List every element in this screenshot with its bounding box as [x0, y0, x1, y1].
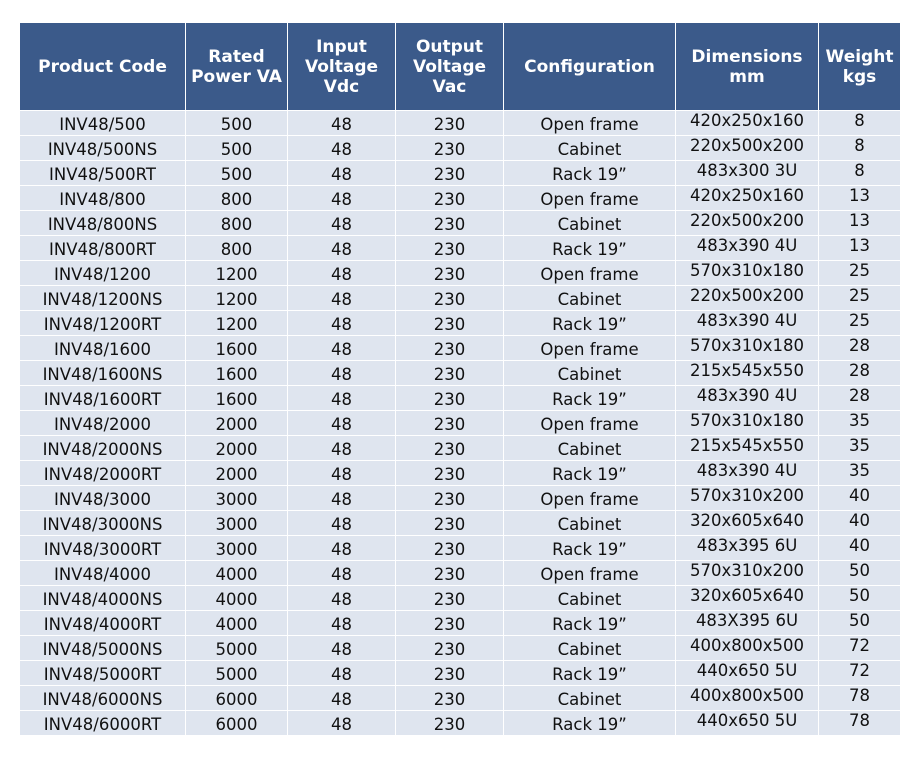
output-voltage-cell: 230 — [396, 186, 504, 211]
dimensions-cell: 320x605x640 — [676, 586, 819, 611]
spec-table — [19, 22, 900, 736]
weight-cell: 8 — [819, 161, 900, 186]
rated-power-cell: 800 — [186, 211, 288, 236]
table-row — [20, 411, 900, 436]
dimensions-cell: 483x390 4U — [676, 236, 819, 261]
output-voltage-cell: 230 — [396, 236, 504, 261]
table-row — [20, 386, 900, 411]
dimensions-cell: 440x650 5U — [676, 711, 819, 736]
input-voltage-cell: 48 — [288, 436, 396, 461]
input-voltage-cell: 48 — [288, 186, 396, 211]
rated-power-cell: 500 — [186, 161, 288, 186]
dimensions-cell: 483x390 4U — [676, 386, 819, 411]
input-voltage-cell: 48 — [288, 711, 396, 736]
dimensions-cell: 570x310x180 — [676, 261, 819, 286]
table-row — [20, 336, 900, 361]
product-code-cell: INV48/800 — [20, 186, 186, 211]
weight-cell: 13 — [819, 186, 900, 211]
table-row — [20, 236, 900, 261]
dimensions-cell: 220x500x200 — [676, 286, 819, 311]
weight-cell: 8 — [819, 136, 900, 161]
rated-power-cell: 1200 — [186, 311, 288, 336]
dimensions-cell: 483x390 4U — [676, 461, 819, 486]
input-voltage-cell: 48 — [288, 586, 396, 611]
table-row — [20, 286, 900, 311]
weight-cell: 50 — [819, 611, 900, 636]
output-voltage-cell: 230 — [396, 636, 504, 661]
table-row — [20, 211, 900, 236]
rated-power-cell: 500 — [186, 136, 288, 161]
table-row — [20, 311, 900, 336]
input-voltage-cell: 48 — [288, 236, 396, 261]
product-code-cell: INV48/2000NS — [20, 436, 186, 461]
rated-power-cell: 2000 — [186, 461, 288, 486]
configuration-cell: Cabinet — [504, 211, 676, 236]
configuration-cell: Cabinet — [504, 511, 676, 536]
dimensions-cell: 570x310x180 — [676, 411, 819, 436]
weight-cell: 72 — [819, 661, 900, 686]
weight-cell: 35 — [819, 411, 900, 436]
dimensions-cell: 420x250x160 — [676, 186, 819, 211]
product-code-cell: INV48/500NS — [20, 136, 186, 161]
configuration-cell: Open frame — [504, 336, 676, 361]
rated-power-cell: 800 — [186, 186, 288, 211]
output-voltage-cell: 230 — [396, 611, 504, 636]
input-voltage-cell: 48 — [288, 386, 396, 411]
configuration-cell: Rack 19” — [504, 711, 676, 736]
dimensions-cell: 570x310x200 — [676, 561, 819, 586]
weight-cell: 28 — [819, 336, 900, 361]
output-voltage-cell: 230 — [396, 561, 504, 586]
weight-cell: 50 — [819, 561, 900, 586]
rated-power-cell: 5000 — [186, 636, 288, 661]
dimensions-cell: 215x545x550 — [676, 361, 819, 386]
dimensions-cell: 420x250x160 — [676, 111, 819, 136]
table-row — [20, 711, 900, 736]
product-code-cell: INV48/2000RT — [20, 461, 186, 486]
weight-cell: 40 — [819, 511, 900, 536]
configuration-cell: Cabinet — [504, 586, 676, 611]
input-voltage-cell: 48 — [288, 336, 396, 361]
header-product-code: Product Code — [20, 23, 186, 111]
output-voltage-cell: 230 — [396, 661, 504, 686]
output-voltage-cell: 230 — [396, 311, 504, 336]
header-row — [20, 23, 900, 111]
configuration-cell: Open frame — [504, 486, 676, 511]
input-voltage-cell: 48 — [288, 561, 396, 586]
input-voltage-cell: 48 — [288, 311, 396, 336]
product-code-cell: INV48/800NS — [20, 211, 186, 236]
output-voltage-cell: 230 — [396, 386, 504, 411]
configuration-cell: Rack 19” — [504, 386, 676, 411]
product-code-cell: INV48/3000RT — [20, 536, 186, 561]
product-code-cell: INV48/4000 — [20, 561, 186, 586]
input-voltage-cell: 48 — [288, 286, 396, 311]
dimensions-cell: 220x500x200 — [676, 211, 819, 236]
configuration-cell: Cabinet — [504, 436, 676, 461]
weight-cell: 13 — [819, 236, 900, 261]
table-row — [20, 636, 900, 661]
product-code-cell: INV48/1600RT — [20, 386, 186, 411]
rated-power-cell: 3000 — [186, 536, 288, 561]
weight-cell: 78 — [819, 686, 900, 711]
input-voltage-cell: 48 — [288, 486, 396, 511]
dimensions-cell: 570x310x200 — [676, 486, 819, 511]
configuration-cell: Cabinet — [504, 286, 676, 311]
dimensions-cell: 440x650 5U — [676, 661, 819, 686]
header-weight: Weight kgs — [819, 23, 900, 111]
weight-cell: 28 — [819, 386, 900, 411]
rated-power-cell: 2000 — [186, 436, 288, 461]
product-code-cell: INV48/1200 — [20, 261, 186, 286]
input-voltage-cell: 48 — [288, 461, 396, 486]
output-voltage-cell: 230 — [396, 286, 504, 311]
rated-power-cell: 6000 — [186, 711, 288, 736]
product-code-cell: INV48/4000RT — [20, 611, 186, 636]
rated-power-cell: 800 — [186, 236, 288, 261]
dimensions-cell: 483x390 4U — [676, 311, 819, 336]
product-code-cell: INV48/500 — [20, 111, 186, 136]
output-voltage-cell: 230 — [396, 486, 504, 511]
product-code-cell: INV48/1200RT — [20, 311, 186, 336]
output-voltage-cell: 230 — [396, 461, 504, 486]
output-voltage-cell: 230 — [396, 361, 504, 386]
rated-power-cell: 6000 — [186, 686, 288, 711]
product-code-cell: INV48/800RT — [20, 236, 186, 261]
table-row — [20, 436, 900, 461]
output-voltage-cell: 230 — [396, 586, 504, 611]
rated-power-cell: 4000 — [186, 586, 288, 611]
input-voltage-cell: 48 — [288, 636, 396, 661]
input-voltage-cell: 48 — [288, 686, 396, 711]
input-voltage-cell: 48 — [288, 261, 396, 286]
rated-power-cell: 1600 — [186, 361, 288, 386]
weight-cell: 25 — [819, 286, 900, 311]
dimensions-cell: 570x310x180 — [676, 336, 819, 361]
rated-power-cell: 3000 — [186, 486, 288, 511]
dimensions-cell: 400x800x500 — [676, 686, 819, 711]
product-code-cell: INV48/4000NS — [20, 586, 186, 611]
weight-cell: 8 — [819, 111, 900, 136]
configuration-cell: Cabinet — [504, 136, 676, 161]
product-code-cell: INV48/3000NS — [20, 511, 186, 536]
configuration-cell: Rack 19” — [504, 536, 676, 561]
output-voltage-cell: 230 — [396, 411, 504, 436]
output-voltage-cell: 230 — [396, 536, 504, 561]
rated-power-cell: 5000 — [186, 661, 288, 686]
configuration-cell: Open frame — [504, 561, 676, 586]
table-row — [20, 136, 900, 161]
configuration-cell: Open frame — [504, 411, 676, 436]
weight-cell: 35 — [819, 461, 900, 486]
configuration-cell: Open frame — [504, 111, 676, 136]
product-code-cell: INV48/500RT — [20, 161, 186, 186]
dimensions-cell: 215x545x550 — [676, 436, 819, 461]
output-voltage-cell: 230 — [396, 211, 504, 236]
table-row — [20, 561, 900, 586]
table-row — [20, 461, 900, 486]
header-input-voltage: Input Voltage Vdc — [288, 23, 396, 111]
input-voltage-cell: 48 — [288, 211, 396, 236]
rated-power-cell: 4000 — [186, 611, 288, 636]
input-voltage-cell: 48 — [288, 361, 396, 386]
product-code-cell: INV48/1600NS — [20, 361, 186, 386]
output-voltage-cell: 230 — [396, 111, 504, 136]
dimensions-cell: 483x300 3U — [676, 161, 819, 186]
input-voltage-cell: 48 — [288, 511, 396, 536]
product-code-cell: INV48/6000RT — [20, 711, 186, 736]
input-voltage-cell: 48 — [288, 411, 396, 436]
input-voltage-cell: 48 — [288, 161, 396, 186]
header-dimensions: Dimensions mm — [676, 23, 819, 111]
rated-power-cell: 1600 — [186, 336, 288, 361]
configuration-cell: Rack 19” — [504, 611, 676, 636]
input-voltage-cell: 48 — [288, 111, 396, 136]
product-code-cell: INV48/3000 — [20, 486, 186, 511]
product-code-cell: INV48/5000NS — [20, 636, 186, 661]
configuration-cell: Open frame — [504, 261, 676, 286]
table-row — [20, 111, 900, 136]
dimensions-cell: 483X395 6U — [676, 611, 819, 636]
output-voltage-cell: 230 — [396, 711, 504, 736]
dimensions-cell: 483x395 6U — [676, 536, 819, 561]
input-voltage-cell: 48 — [288, 136, 396, 161]
weight-cell: 78 — [819, 711, 900, 736]
output-voltage-cell: 230 — [396, 136, 504, 161]
table-row — [20, 536, 900, 561]
configuration-cell: Rack 19” — [504, 461, 676, 486]
configuration-cell: Cabinet — [504, 636, 676, 661]
configuration-cell: Rack 19” — [504, 236, 676, 261]
rated-power-cell: 3000 — [186, 511, 288, 536]
weight-cell: 28 — [819, 361, 900, 386]
table-body — [20, 111, 900, 736]
table-row — [20, 511, 900, 536]
dimensions-cell: 320x605x640 — [676, 511, 819, 536]
output-voltage-cell: 230 — [396, 261, 504, 286]
input-voltage-cell: 48 — [288, 611, 396, 636]
configuration-cell: Cabinet — [504, 361, 676, 386]
product-code-cell: INV48/1600 — [20, 336, 186, 361]
configuration-cell: Rack 19” — [504, 311, 676, 336]
weight-cell: 40 — [819, 536, 900, 561]
configuration-cell: Cabinet — [504, 686, 676, 711]
dimensions-cell: 220x500x200 — [676, 136, 819, 161]
table-row — [20, 686, 900, 711]
product-code-cell: INV48/5000RT — [20, 661, 186, 686]
header-rated-power: Rated Power VA — [186, 23, 288, 111]
weight-cell: 35 — [819, 436, 900, 461]
output-voltage-cell: 230 — [396, 511, 504, 536]
rated-power-cell: 1600 — [186, 386, 288, 411]
configuration-cell: Open frame — [504, 186, 676, 211]
table-row — [20, 486, 900, 511]
rated-power-cell: 2000 — [186, 411, 288, 436]
table-row — [20, 361, 900, 386]
weight-cell: 40 — [819, 486, 900, 511]
product-code-cell: INV48/1200NS — [20, 286, 186, 311]
header-output-voltage: Output Voltage Vac — [396, 23, 504, 111]
rated-power-cell: 1200 — [186, 286, 288, 311]
weight-cell: 25 — [819, 311, 900, 336]
table-row — [20, 261, 900, 286]
configuration-cell: Rack 19” — [504, 161, 676, 186]
rated-power-cell: 4000 — [186, 561, 288, 586]
product-code-cell: INV48/2000 — [20, 411, 186, 436]
output-voltage-cell: 230 — [396, 336, 504, 361]
output-voltage-cell: 230 — [396, 686, 504, 711]
weight-cell: 13 — [819, 211, 900, 236]
output-voltage-cell: 230 — [396, 436, 504, 461]
weight-cell: 25 — [819, 261, 900, 286]
configuration-cell: Rack 19” — [504, 661, 676, 686]
input-voltage-cell: 48 — [288, 661, 396, 686]
table-row — [20, 161, 900, 186]
weight-cell: 72 — [819, 636, 900, 661]
rated-power-cell: 1200 — [186, 261, 288, 286]
table-row — [20, 186, 900, 211]
product-code-cell: INV48/6000NS — [20, 686, 186, 711]
table-row — [20, 661, 900, 686]
header-configuration: Configuration — [504, 23, 676, 111]
table-row — [20, 586, 900, 611]
output-voltage-cell: 230 — [396, 161, 504, 186]
input-voltage-cell: 48 — [288, 536, 396, 561]
weight-cell: 50 — [819, 586, 900, 611]
rated-power-cell: 500 — [186, 111, 288, 136]
table-row — [20, 611, 900, 636]
dimensions-cell: 400x800x500 — [676, 636, 819, 661]
